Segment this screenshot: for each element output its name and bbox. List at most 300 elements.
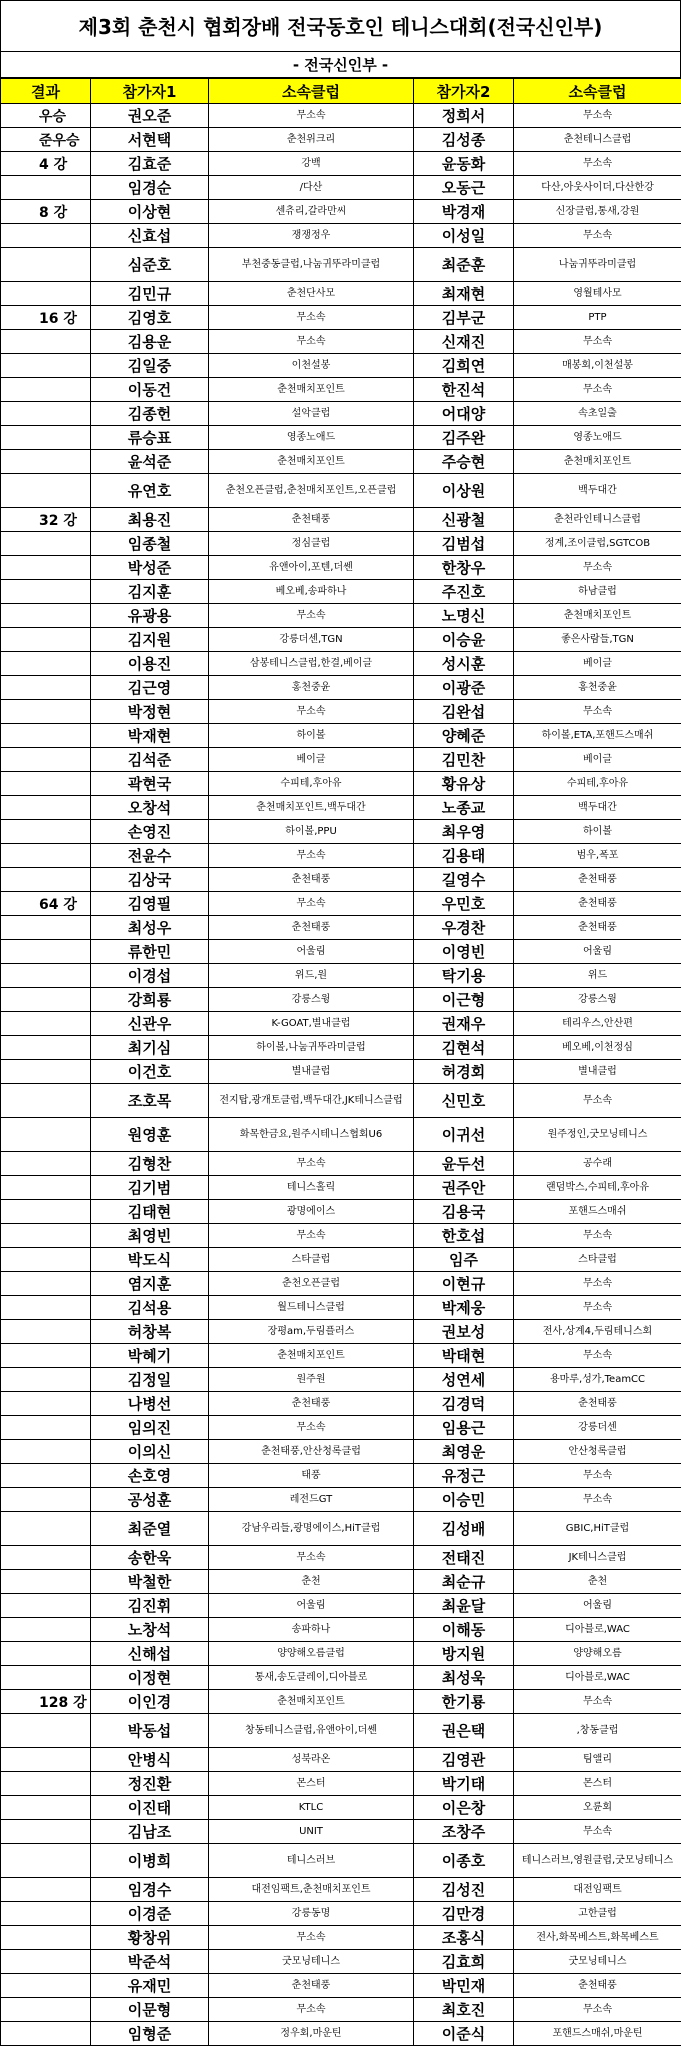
table-row	[1, 1998, 681, 2022]
result-cell	[1, 1796, 91, 1820]
table-row	[1, 1844, 681, 1878]
player2-cell: 김부군	[414, 306, 514, 330]
player2-cell: 최윤달	[414, 1594, 514, 1618]
club2-cell: 양양해오름	[514, 1642, 681, 1666]
player2-cell: 박기태	[414, 1772, 514, 1796]
club2-cell: 정계,조이클럽,SGTCOB	[514, 532, 681, 556]
table-row	[1, 224, 681, 248]
club2-cell: 나눔귀뚜라미클럽	[514, 248, 681, 282]
result-cell	[1, 1844, 91, 1878]
player2-cell: 김범섭	[414, 532, 514, 556]
table-row	[1, 402, 681, 426]
table-row	[1, 1036, 681, 1060]
player1-cell: 이건호	[91, 1060, 209, 1084]
player1-cell: 안병식	[91, 1748, 209, 1772]
player2-cell: 김민찬	[414, 748, 514, 772]
club2-cell: 스타클럽	[514, 1248, 681, 1272]
club1-cell: 영종노애드	[209, 426, 414, 450]
player2-cell: 어대양	[414, 402, 514, 426]
player1-cell: 유재민	[91, 1974, 209, 1998]
club2-cell: 대전임팩트	[514, 1878, 681, 1902]
player1-cell: 이진태	[91, 1796, 209, 1820]
player2-cell: 허경회	[414, 1060, 514, 1084]
player2-cell: 이상원	[414, 474, 514, 508]
player2-cell: 조창주	[414, 1820, 514, 1844]
club2-cell: 무소속	[514, 556, 681, 580]
table-row	[1, 128, 681, 152]
result-cell	[1, 1176, 91, 1200]
club1-cell: 베이글	[209, 748, 414, 772]
club2-cell: GBIC,HiT클럽	[514, 1512, 681, 1546]
header-player1: 참가자1	[91, 79, 209, 104]
table-row	[1, 1320, 681, 1344]
table-row	[1, 1642, 681, 1666]
result-cell	[1, 1416, 91, 1440]
result-cell: 준우승	[1, 128, 91, 152]
player2-cell: 권주안	[414, 1176, 514, 1200]
result-cell	[1, 1748, 91, 1772]
club2-cell: 별내클럽	[514, 1060, 681, 1084]
club2-cell: 무소속	[514, 152, 681, 176]
club2-cell: 영월테사모	[514, 282, 681, 306]
table-row	[1, 1152, 681, 1176]
club2-cell: 몬스터	[514, 1772, 681, 1796]
player2-cell: 김성종	[414, 128, 514, 152]
player1-cell: 김효준	[91, 152, 209, 176]
player2-cell: 최재현	[414, 282, 514, 306]
table-row	[1, 1820, 681, 1844]
result-cell	[1, 1772, 91, 1796]
player1-cell: 김일중	[91, 354, 209, 378]
club1-cell: 레전드GT	[209, 1488, 414, 1512]
result-cell	[1, 450, 91, 474]
player2-cell: 김희연	[414, 354, 514, 378]
club2-cell: 춘천태풍	[514, 916, 681, 940]
result-cell	[1, 1060, 91, 1084]
result-cell	[1, 1902, 91, 1926]
table-row	[1, 1714, 681, 1748]
club1-cell: 하이볼,나눔귀뚜라미클럽	[209, 1036, 414, 1060]
club1-cell: 무소속	[209, 330, 414, 354]
club2-cell: 위드	[514, 964, 681, 988]
club2-cell: 베이글	[514, 748, 681, 772]
club1-cell: 무소속	[209, 1152, 414, 1176]
club1-cell: 창동테니스클럽,유앤아이,더쎈	[209, 1714, 414, 1748]
table-row	[1, 628, 681, 652]
club2-cell: 춘천태풍	[514, 892, 681, 916]
player1-cell: 신해섭	[91, 1642, 209, 1666]
result-cell: 8 강	[1, 200, 91, 224]
player2-cell: 이준식	[414, 2022, 514, 2046]
club1-cell: 강백	[209, 152, 414, 176]
table-row	[1, 1118, 681, 1152]
player2-cell: 우민호	[414, 892, 514, 916]
table-row	[1, 1772, 681, 1796]
club1-cell: 무소속	[209, 604, 414, 628]
club2-cell: 디아블로,WAC	[514, 1618, 681, 1642]
player2-cell: 이광준	[414, 676, 514, 700]
club2-cell: 무소속	[514, 1272, 681, 1296]
player2-cell: 김주완	[414, 426, 514, 450]
player2-cell: 이해동	[414, 1618, 514, 1642]
result-cell	[1, 248, 91, 282]
club2-cell: 무소속	[514, 1296, 681, 1320]
result-cell: 4 강	[1, 152, 91, 176]
sheet-title: 제3회 춘천시 협회장배 전국동호인 테니스대회(전국신인부)	[0, 0, 681, 52]
player1-cell: 권오준	[91, 104, 209, 128]
player2-cell: 최성욱	[414, 1666, 514, 1690]
club1-cell: 월드테니스클럽	[209, 1296, 414, 1320]
player2-cell: 한기룡	[414, 1690, 514, 1714]
player2-cell: 이현규	[414, 1272, 514, 1296]
table-row	[1, 200, 681, 224]
player2-cell: 신광철	[414, 508, 514, 532]
table-row	[1, 820, 681, 844]
player2-cell: 윤동화	[414, 152, 514, 176]
result-cell	[1, 426, 91, 450]
table-row	[1, 306, 681, 330]
table-row	[1, 176, 681, 200]
club1-cell: 별내클럽	[209, 1060, 414, 1084]
club2-cell: 전사,상계4,두림테니스회	[514, 1320, 681, 1344]
player2-cell: 주승현	[414, 450, 514, 474]
table-row	[1, 700, 681, 724]
header-row	[1, 79, 681, 104]
player2-cell: 한창우	[414, 556, 514, 580]
table-row	[1, 604, 681, 628]
club2-cell: 춘천	[514, 1570, 681, 1594]
player1-cell: 손호영	[91, 1464, 209, 1488]
results-table	[0, 78, 681, 2046]
club1-cell: K-GOAT,별내클럽	[209, 1012, 414, 1036]
club2-cell: 무소속	[514, 104, 681, 128]
club2-cell: 무소속	[514, 1998, 681, 2022]
club1-cell: 춘천매치포인트	[209, 378, 414, 402]
club2-cell: 무소속	[514, 700, 681, 724]
club1-cell: UNIT	[209, 1820, 414, 1844]
table-row	[1, 1570, 681, 1594]
club2-cell: 굿모닝테니스	[514, 1950, 681, 1974]
result-cell	[1, 1878, 91, 1902]
player1-cell: 노창석	[91, 1618, 209, 1642]
result-cell	[1, 700, 91, 724]
player2-cell: 임용근	[414, 1416, 514, 1440]
player1-cell: 김지훈	[91, 580, 209, 604]
table-row	[1, 532, 681, 556]
table-row	[1, 354, 681, 378]
player1-cell: 허창복	[91, 1320, 209, 1344]
club2-cell: 공수래	[514, 1152, 681, 1176]
club2-cell: 무소속	[514, 1690, 681, 1714]
player2-cell: 박태현	[414, 1344, 514, 1368]
table-row	[1, 1594, 681, 1618]
player2-cell: 김만경	[414, 1902, 514, 1926]
club2-cell: 랜덤박스,수피테,후아유	[514, 1176, 681, 1200]
player1-cell: 송한욱	[91, 1546, 209, 1570]
club2-cell: 어울림	[514, 940, 681, 964]
club1-cell: 춘천오픈클럽,춘천매치포인트,오픈클럽	[209, 474, 414, 508]
player2-cell: 박경재	[414, 200, 514, 224]
player2-cell: 우경찬	[414, 916, 514, 940]
club1-cell: 무소속	[209, 1926, 414, 1950]
player1-cell: 김석용	[91, 1296, 209, 1320]
table-row	[1, 282, 681, 306]
club2-cell: 무소속	[514, 1820, 681, 1844]
table-row	[1, 1060, 681, 1084]
player1-cell: 임의진	[91, 1416, 209, 1440]
player1-cell: 김민규	[91, 282, 209, 306]
club1-cell: 성북라온	[209, 1748, 414, 1772]
club1-cell: 몬스터	[209, 1772, 414, 1796]
club2-cell: 춘천태풍	[514, 1392, 681, 1416]
result-cell	[1, 282, 91, 306]
club1-cell: 강릉동명	[209, 1902, 414, 1926]
player1-cell: 최준열	[91, 1512, 209, 1546]
player2-cell: 김현석	[414, 1036, 514, 1060]
club1-cell: 설악클럽	[209, 402, 414, 426]
result-cell	[1, 1440, 91, 1464]
table-row	[1, 1464, 681, 1488]
club2-cell: 용마루,성가,TeamCC	[514, 1368, 681, 1392]
division-subtitle: - 전국신인부 -	[0, 52, 681, 78]
result-cell	[1, 1642, 91, 1666]
club2-cell: JK테니스클럽	[514, 1546, 681, 1570]
result-cell	[1, 1820, 91, 1844]
club2-cell: ,창동클럽	[514, 1714, 681, 1748]
club2-cell: 춘천매치포인트	[514, 450, 681, 474]
result-cell	[1, 676, 91, 700]
table-row	[1, 1200, 681, 1224]
result-cell	[1, 1546, 91, 1570]
player1-cell: 이문형	[91, 1998, 209, 2022]
player1-cell: 신관우	[91, 1012, 209, 1036]
result-cell	[1, 474, 91, 508]
player2-cell: 성연세	[414, 1368, 514, 1392]
table-row	[1, 1296, 681, 1320]
club1-cell: 강릉더센,TGN	[209, 628, 414, 652]
table-row	[1, 676, 681, 700]
table-row	[1, 580, 681, 604]
result-cell	[1, 628, 91, 652]
player2-cell: 양혜준	[414, 724, 514, 748]
club1-cell: 춘천태풍	[209, 916, 414, 940]
player2-cell: 최영운	[414, 1440, 514, 1464]
result-cell	[1, 748, 91, 772]
result-cell	[1, 580, 91, 604]
player1-cell: 박성준	[91, 556, 209, 580]
player1-cell: 김지원	[91, 628, 209, 652]
table-row	[1, 248, 681, 282]
club1-cell: 삼봉테니스클럽,한결,베이글	[209, 652, 414, 676]
club2-cell: 무소속	[514, 1224, 681, 1248]
club1-cell: 춘천단사모	[209, 282, 414, 306]
table-row	[1, 104, 681, 128]
player1-cell: 김태현	[91, 1200, 209, 1224]
club2-cell: 춘천매치포인트	[514, 604, 681, 628]
table-row	[1, 508, 681, 532]
table-row	[1, 1084, 681, 1118]
table-row	[1, 1488, 681, 1512]
player2-cell: 권보성	[414, 1320, 514, 1344]
result-cell	[1, 176, 91, 200]
player2-cell: 노명신	[414, 604, 514, 628]
player1-cell: 신효섭	[91, 224, 209, 248]
player2-cell: 윤두선	[414, 1152, 514, 1176]
club1-cell: 춘천매치포인트	[209, 450, 414, 474]
club2-cell: 춘천라인테니스클럽	[514, 508, 681, 532]
player1-cell: 박철한	[91, 1570, 209, 1594]
club2-cell: 무소속	[514, 1344, 681, 1368]
club2-cell: 전사,화목베스트,화목베스트	[514, 1926, 681, 1950]
player1-cell: 이동건	[91, 378, 209, 402]
result-cell	[1, 1714, 91, 1748]
club1-cell: 수피테,후아유	[209, 772, 414, 796]
result-cell	[1, 724, 91, 748]
result-cell	[1, 1998, 91, 2022]
player2-cell: 최호진	[414, 1998, 514, 2022]
club1-cell: 강남우리들,광명에이스,HiT클럽	[209, 1512, 414, 1546]
player1-cell: 손영진	[91, 820, 209, 844]
player1-cell: 이정현	[91, 1666, 209, 1690]
result-cell	[1, 1570, 91, 1594]
club1-cell: 춘천	[209, 1570, 414, 1594]
club2-cell: 어울림	[514, 1594, 681, 1618]
table-row	[1, 1344, 681, 1368]
player2-cell: 권재우	[414, 1012, 514, 1036]
club1-cell: KTLC	[209, 1796, 414, 1820]
table-row	[1, 892, 681, 916]
club2-cell: 베이글	[514, 652, 681, 676]
club1-cell: 춘천매치포인트	[209, 1690, 414, 1714]
club2-cell: 홍천중윤	[514, 676, 681, 700]
result-cell	[1, 1036, 91, 1060]
player2-cell: 김용국	[414, 1200, 514, 1224]
club1-cell: 화목한금요,원주시테니스협회U6	[209, 1118, 414, 1152]
table-row	[1, 868, 681, 892]
player2-cell: 이승윤	[414, 628, 514, 652]
result-cell	[1, 1272, 91, 1296]
result-cell	[1, 988, 91, 1012]
club1-cell: 센츄리,갈라만씨	[209, 200, 414, 224]
table-row	[1, 1690, 681, 1714]
player1-cell: 곽현국	[91, 772, 209, 796]
table-row	[1, 1440, 681, 1464]
player1-cell: 오창석	[91, 796, 209, 820]
result-cell	[1, 556, 91, 580]
club1-cell: 정우회,마운틴	[209, 2022, 414, 2046]
result-cell: 우승	[1, 104, 91, 128]
result-cell	[1, 1118, 91, 1152]
result-cell	[1, 1392, 91, 1416]
player1-cell: 조호목	[91, 1084, 209, 1118]
table-row	[1, 988, 681, 1012]
club2-cell: 좋은사람들,TGN	[514, 628, 681, 652]
player2-cell: 김경덕	[414, 1392, 514, 1416]
player1-cell: 서현택	[91, 128, 209, 152]
club1-cell: 홍천중윤	[209, 676, 414, 700]
club2-cell: PTP	[514, 306, 681, 330]
player2-cell: 한진석	[414, 378, 514, 402]
result-cell	[1, 916, 91, 940]
player1-cell: 김정일	[91, 1368, 209, 1392]
result-cell	[1, 1464, 91, 1488]
player1-cell: 유연호	[91, 474, 209, 508]
result-cell	[1, 604, 91, 628]
result-cell	[1, 378, 91, 402]
player1-cell: 김용운	[91, 330, 209, 354]
table-row	[1, 916, 681, 940]
player1-cell: 박동섭	[91, 1714, 209, 1748]
table-row	[1, 1748, 681, 1772]
club1-cell: 무소속	[209, 700, 414, 724]
table-row	[1, 940, 681, 964]
result-cell	[1, 1152, 91, 1176]
player1-cell: 이인경	[91, 1690, 209, 1714]
club1-cell: 춘천오픈클럽	[209, 1272, 414, 1296]
result-cell	[1, 1666, 91, 1690]
club1-cell: 무소속	[209, 104, 414, 128]
result-cell: 32 강	[1, 508, 91, 532]
player1-cell: 박혜기	[91, 1344, 209, 1368]
club2-cell: 하이볼,ETA,포핸드스매쉬	[514, 724, 681, 748]
club1-cell: 춘천태풍	[209, 868, 414, 892]
table-row	[1, 1546, 681, 1570]
player1-cell: 김형찬	[91, 1152, 209, 1176]
player2-cell: 권은택	[414, 1714, 514, 1748]
club2-cell: 춘천태풍	[514, 868, 681, 892]
player1-cell: 김영호	[91, 306, 209, 330]
club2-cell: 포핸드스매쉬	[514, 1200, 681, 1224]
club2-cell: 테리우스,안산편	[514, 1012, 681, 1036]
club1-cell: 유앤아이,포텐,더쎈	[209, 556, 414, 580]
result-cell	[1, 868, 91, 892]
player1-cell: 심준호	[91, 248, 209, 282]
club2-cell: 무소속	[514, 330, 681, 354]
player2-cell: 이근형	[414, 988, 514, 1012]
club2-cell: 강릉스윙	[514, 988, 681, 1012]
player1-cell: 윤석준	[91, 450, 209, 474]
header-club2: 소속클럽	[514, 79, 681, 104]
club2-cell: 춘천태풍	[514, 1974, 681, 1998]
results-body	[1, 104, 681, 2046]
player2-cell: 주진호	[414, 580, 514, 604]
club1-cell: 무소속	[209, 1998, 414, 2022]
club1-cell: 부천중동클럽,나눔귀뚜라미클럽	[209, 248, 414, 282]
player1-cell: 김상국	[91, 868, 209, 892]
player2-cell: 전태진	[414, 1546, 514, 1570]
player1-cell: 이병희	[91, 1844, 209, 1878]
club1-cell: 춘천매치포인트,백두대간	[209, 796, 414, 820]
table-row	[1, 652, 681, 676]
result-cell: 128 강	[1, 1690, 91, 1714]
player1-cell: 유광용	[91, 604, 209, 628]
table-row	[1, 330, 681, 354]
result-cell	[1, 532, 91, 556]
player1-cell: 박도식	[91, 1248, 209, 1272]
club2-cell: 다산,아웃사이더,다산한강	[514, 176, 681, 200]
player2-cell: 황유상	[414, 772, 514, 796]
player2-cell: 이영빈	[414, 940, 514, 964]
result-cell	[1, 1200, 91, 1224]
club2-cell: 무소속	[514, 1464, 681, 1488]
player1-cell: 류한민	[91, 940, 209, 964]
player1-cell: 최기심	[91, 1036, 209, 1060]
table-row	[1, 2022, 681, 2046]
club1-cell: 하이볼	[209, 724, 414, 748]
player2-cell: 최우영	[414, 820, 514, 844]
club1-cell: 굿모닝테니스	[209, 1950, 414, 1974]
club1-cell: 춘천태풍	[209, 1392, 414, 1416]
